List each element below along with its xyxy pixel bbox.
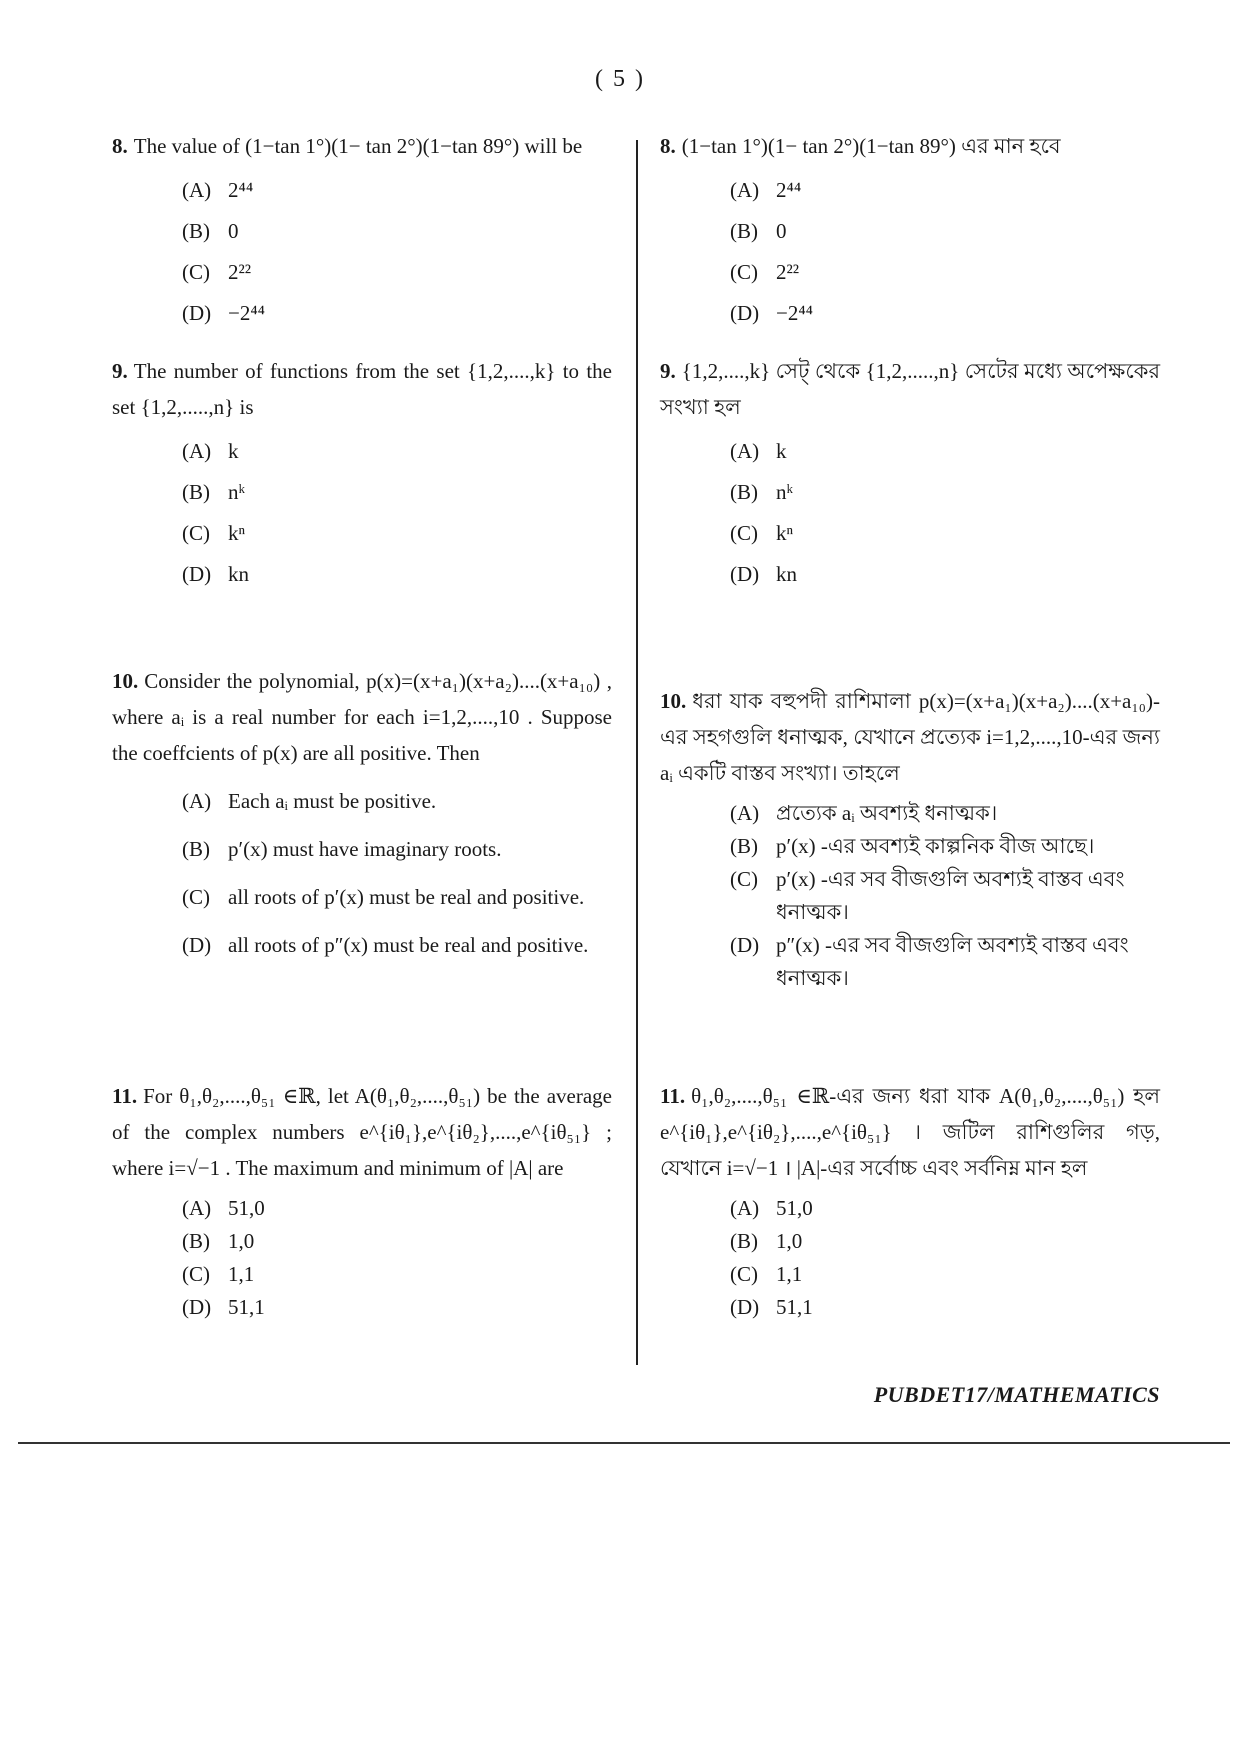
question-9-en: [112, 353, 612, 595]
option-a: (A) প্রত্যেক aᵢ অবশ্যই ধনাত্মক।: [730, 801, 998, 825]
options-list: [660, 170, 1160, 334]
option-c: (C) kⁿ: [730, 521, 794, 545]
question-stem: 11. θ₁,θ₂,....,θ₅₁ ∈ℝ-এর জন্য ধরা যাক A(θ₁,θ₂,....,θ₅₁) হল e^{iθ₁},e^{iθ₂},....,e^{iθ₅₁} । জটিল রাশিগুলির গড়, যেখানে i=√−1 । |A|-এর সর্বোচ্চ এবং সর্বনিম্ন মান হল: [660, 1084, 1160, 1180]
option-c: (C) 2²²: [730, 260, 800, 284]
option-b: (B) 0: [730, 219, 787, 243]
option-d: (D) −2⁴⁴: [182, 301, 265, 325]
option-b: (B) p′(x) must have imaginary roots.: [182, 837, 502, 861]
question-stem: 9. The number of functions from the set {1,2,....,k} to the set {1,2,.....,n} is: [112, 359, 612, 419]
question-11-bn: [660, 1078, 1160, 1324]
option-a: (A) 2⁴⁴: [730, 178, 802, 202]
option-c: (C) all roots of p′(x) must be real and positive.: [182, 885, 585, 909]
question-11-en: [112, 1078, 612, 1324]
option-a: (A) 2⁴⁴: [182, 178, 254, 202]
paper-code: PUBDET17/MATHEMATICS: [873, 1382, 1160, 1407]
option-a: (A) 51,0: [182, 1196, 265, 1220]
option-d: (D) all roots of p″(x) must be real and positive.: [182, 933, 589, 957]
question-8-en: [112, 128, 612, 334]
bottom-rule: [18, 1442, 1230, 1444]
option-b: (B) 1,0: [182, 1229, 255, 1253]
option-a: (A) Each aᵢ must be positive.: [182, 789, 437, 813]
question-9-bn: [660, 353, 1160, 595]
question-10-bn: [660, 683, 1160, 995]
option-c: (C) p′(x) -এর সব বীজগুলি অবশ্যই বাস্তব এবং ধনাত্মক।: [730, 867, 1125, 924]
question-stem: 8. (1−tan 1°)(1− tan 2°)(1−tan 89°) এর মান হবে: [660, 134, 1061, 158]
question-8-bn: [660, 128, 1160, 334]
option-d: (D) −2⁴⁴: [730, 301, 813, 325]
option-d: (D) p″(x) -এর সব বীজগুলি অবশ্যই বাস্তব এবং ধনাত্মক।: [730, 933, 1129, 990]
options-list: [660, 431, 1160, 595]
option-a: (A) k: [182, 439, 239, 463]
question-10-en: [112, 663, 612, 969]
page-number: ( 5 ): [595, 66, 645, 92]
options-list: [112, 431, 612, 595]
option-d: (D) kn: [730, 562, 797, 586]
option-b: (B) 1,0: [730, 1229, 803, 1253]
option-b: (B) 0: [182, 219, 239, 243]
question-stem: 11. For θ₁,θ₂,....,θ₅₁ ∈ℝ, let A(θ₁,θ₂,....,θ₅₁) be the average of the complex numbers e^{iθ₁},e^{iθ₂},....,e^{iθ₅₁} ; where i=√−1 . The maximum and minimum of |A| are: [112, 1084, 612, 1180]
option-d: (D) kn: [182, 562, 249, 586]
option-c: (C) 1,1: [182, 1262, 255, 1286]
options-list: [112, 170, 612, 334]
question-stem: 8. The value of (1−tan 1°)(1− tan 2°)(1−tan 89°) will be: [112, 134, 583, 158]
option-c: (C) 1,1: [730, 1262, 803, 1286]
options-list: [112, 777, 612, 969]
option-a: (A) k: [730, 439, 787, 463]
column-divider: [636, 140, 638, 1365]
option-d: (D) 51,1: [182, 1295, 265, 1319]
option-b: (B) nᵏ: [730, 480, 794, 504]
options-list: [660, 797, 1160, 995]
option-c: (C) 2²²: [182, 260, 252, 284]
options-list: [660, 1192, 1160, 1324]
option-d: (D) 51,1: [730, 1295, 813, 1319]
option-c: (C) kⁿ: [182, 521, 246, 545]
option-b: (B) nᵏ: [182, 480, 246, 504]
option-b: (B) p′(x) -এর অবশ্যই কাল্পনিক বীজ আছে।: [730, 834, 1095, 858]
options-list: [112, 1192, 612, 1324]
option-a: (A) 51,0: [730, 1196, 813, 1220]
question-stem: 10. ধরা যাক বহুপদী রাশিমালা p(x)=(x+a₁)(x+a₂)....(x+a₁₀)-এর সহগগুলি ধনাত্মক, যেখানে প্রত্যেক i=1,2,....,10-এর জন্য aᵢ একটি বাস্তব সংখ্যা। তাহলে: [660, 689, 1160, 785]
question-stem: 9. {1,2,....,k} সেট্ থেকে {1,2,.....,n} সেটের মধ্যে অপেক্ষকের সংখ্যা হল: [660, 359, 1160, 419]
question-stem: 10. Consider the polynomial, p(x)=(x+a₁)(x+a₂)....(x+a₁₀) , where aᵢ is a real number for each i=1,2,....,10 . Suppose the coeffcients of p(x) are all positive. Then: [112, 669, 612, 765]
